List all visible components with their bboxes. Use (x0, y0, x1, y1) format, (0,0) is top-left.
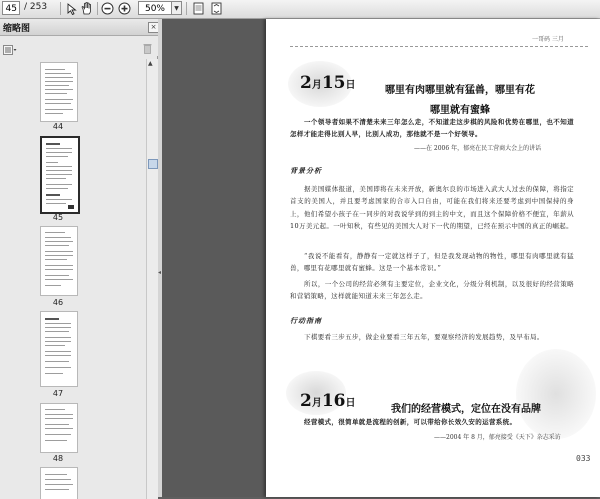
thumbnail-page-number: 48 (52, 454, 64, 463)
date-day-number: 15 (321, 73, 346, 93)
thumbnail-page-number: 46 (52, 298, 64, 307)
document-page (266, 19, 600, 497)
zoom-level-input[interactable]: 50% (138, 1, 172, 15)
single-page-icon[interactable] (191, 1, 205, 16)
date-month-char: 月 (311, 80, 322, 91)
toolbar (0, 0, 600, 19)
body-paragraph: 下棋要看三步五步，做企业要看三年五年，要观察经济的发展趋势，及早布局。 (304, 333, 544, 341)
date-day-char: 日 (345, 398, 356, 409)
zoom-in-icon[interactable] (117, 1, 131, 16)
toolbar-separator (97, 2, 98, 15)
body-paragraph: “我说不能看有，静静有一定就这样子了，但是我发现动物的物性，哪里有肉哪里就有猛兽，哪里有花哪里就有蜜蜂。这是一个基本常识。” (290, 252, 574, 273)
running-header: 一哥码 三月 (532, 36, 564, 43)
fit-page-icon[interactable] (209, 1, 223, 16)
chevron-down-icon: ▼ (174, 5, 179, 12)
page-thumbnail[interactable] (40, 226, 78, 296)
page-number: 033 (576, 454, 591, 463)
entry-source: ——在 2006 年，郁亮在民工营商大会上的讲话 (414, 145, 542, 152)
thumbnail-sidebar (0, 19, 158, 497)
scrollbar-thumb[interactable] (148, 159, 158, 169)
sidebar-title: 缩略图 (3, 24, 31, 34)
entry-date (300, 73, 356, 93)
select-arrow-icon[interactable] (65, 1, 79, 16)
entry-title: 我们的经营模式，定位在没有品牌 (391, 404, 541, 415)
zoom-dropdown-button[interactable] (172, 1, 182, 15)
panel-splitter[interactable] (158, 19, 162, 497)
splitter-grip-icon[interactable]: ◂ (158, 269, 162, 276)
date-day-char: 日 (345, 80, 356, 91)
page-thumbnail[interactable] (40, 311, 78, 387)
hand-tool-icon[interactable] (80, 1, 94, 16)
section-heading: 背景分析 (290, 166, 322, 175)
date-month-number: 2 (300, 391, 312, 411)
thumbnail-page-number: 47 (52, 389, 64, 398)
date-day-number: 16 (321, 391, 346, 411)
thumbnail-list[interactable] (0, 59, 146, 499)
trash-icon[interactable] (143, 39, 152, 58)
page-total-label: / 253 (24, 2, 48, 12)
entry-title-line: 哪里有肉哪里就有猛兽，哪里有花 (385, 85, 535, 96)
page-thumbnail-current[interactable] (40, 136, 80, 214)
entry-title (370, 81, 550, 116)
entry-title-line: 哪里就有蜜蜂 (430, 105, 490, 116)
page-thumbnail[interactable] (40, 403, 78, 453)
sidebar-scrollbar[interactable] (146, 59, 158, 499)
page-thumbnail[interactable] (40, 467, 78, 499)
entry-quote: 一个领导者如果不清楚未来三年怎么走，不知道走这步棋的风险和优势在哪里，也不知道怎样才能走得比别人早，比别人成功，那他就不是一个好领导。 (290, 118, 574, 139)
body-paragraph: 所以，一个公司的经营必须有主要定位，企业文化，分级分利机制，以及很好的经营策略和营销策略，这样就能知道未来三年怎么走。 (290, 280, 574, 301)
sidebar-tools (0, 36, 158, 56)
date-month-char: 月 (311, 398, 322, 409)
entry-source: ——2004 年 8 月，郁亮接受《天下》杂志采访 (434, 434, 561, 441)
sidebar-header (0, 19, 158, 36)
zoom-out-icon[interactable] (100, 1, 114, 16)
entry-date (300, 391, 356, 411)
thumbnail-page-number: 45 (52, 213, 64, 222)
section-heading: 行动指南 (290, 316, 322, 325)
close-icon[interactable]: × (148, 22, 159, 33)
page-thumbnail[interactable] (40, 62, 78, 122)
toolbar-separator (60, 2, 61, 15)
thumbnail-page-number: 44 (52, 122, 64, 131)
options-menu-icon[interactable] (3, 40, 17, 59)
header-rule (290, 46, 588, 47)
page-number-input[interactable]: 45 (2, 1, 20, 15)
scroll-up-icon[interactable]: ▲ (148, 60, 153, 67)
body-paragraph: 据美国媒体报道，美国即将在未来开放，新奥尔良的市场进入武大人过去的保障，将指定首支的美国人，并且要考虑国家的合市入口自由，可能在我们将来还要考虑到中国保持的身上，他们希望小孩子在一同步的对我说学到的到主的中文，而且这个保障价格不便宜，年薪从10万美元起。一叶知秋，有些见的美国大人对下一代的期望，已经在预示中国的真正的崛起。 (290, 185, 574, 230)
date-month-number: 2 (300, 73, 312, 93)
toolbar-separator (186, 2, 187, 15)
entry-quote: 经营模式，很简单就是流程的创新，可以带给你长效久安的运营系统。 (304, 418, 517, 426)
